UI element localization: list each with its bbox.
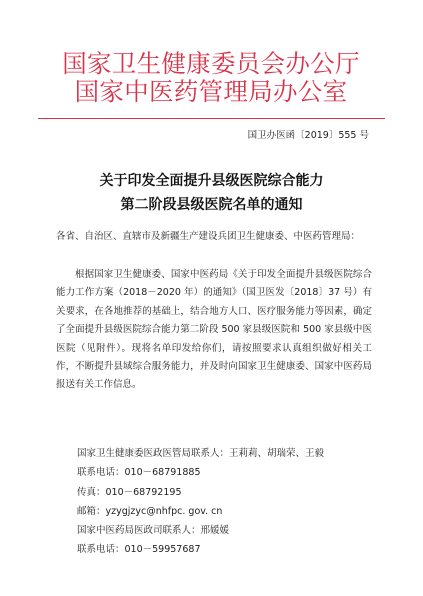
contact-line-nhc-phone: 联系电话：010－68791885	[77, 467, 201, 479]
title-line-2: 第二阶段县级医院名单的通知	[120, 197, 303, 213]
contact-line-nhc-people: 国家卫生健康委医政医管局联系人：王莉莉、胡瑞荣、王毅	[77, 448, 325, 459]
addressee: 各省、自治区、直辖市及新疆生产建设兵团卫生健康委、中医药管理局：	[56, 231, 361, 242]
contact-line-tcm-phone: 联系电话：010－59957687	[77, 544, 201, 556]
letterhead-line-2: 国家中医药管理局办公室	[74, 77, 348, 106]
letterhead	[36, 50, 386, 106]
letterhead-line-1: 国家卫生健康委员会办公厅	[62, 49, 360, 78]
contact-line-tcm-people: 国家中医药局医政司联系人：邢媛媛	[77, 525, 230, 537]
contact-block	[77, 444, 324, 560]
contact-line-nhc-fax: 传真：010－68792195	[77, 486, 182, 498]
contact-line-nhc-email: 邮箱：yzygjzyc@nhfpc. gov. cn	[77, 505, 223, 517]
body-paragraph: 根据国家卫生健康委、国家中医药局《关于印发全面提升县级医院综合能力工作方案（2018－2020 年）的通知》（国卫医发〔2018〕37 号）有关要求，在各地推荐的基础上，结合地方人口、医疗服务能力等因素，确定了全面提升县级医院综合能力第二阶段 500 家县级医院和 500 家县级中医医院（见附件）。现将名单印发给你们，请按照要求认真组织做好相关工作，不断提升县域综合服务能力，并及时向国家卫生健康委、国家中医药局报送有关工作信息。	[56, 269, 372, 391]
letterhead-rule	[38, 118, 385, 119]
document-number: 国卫办医函〔2019〕555 号	[247, 130, 369, 141]
title-line-1: 关于印发全面提升县级医院综合能力	[99, 173, 324, 189]
